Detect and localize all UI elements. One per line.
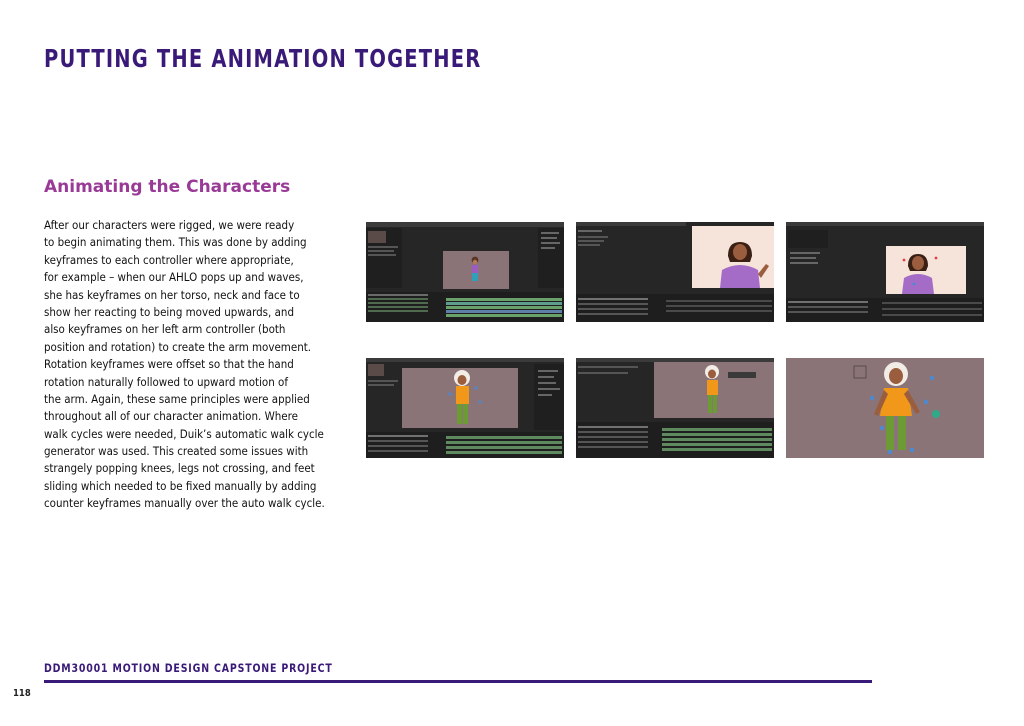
screenshot-walk-rig <box>366 358 564 458</box>
body-line: keyframes to each controller where appropriate, <box>44 252 294 267</box>
after-effects-ui-image <box>786 358 984 458</box>
after-effects-ui-image <box>366 222 564 322</box>
body-line: sliding which needed to be fixed manually by adding <box>44 478 317 493</box>
screenshot-walk-closeup <box>786 358 984 458</box>
page-number: 118 <box>13 688 31 699</box>
screenshot-ahlo-popup <box>786 222 984 322</box>
page-title: PUTTING THE ANIMATION TOGETHER <box>44 44 482 73</box>
body-line: the arm. Again, these same principles were applied <box>44 391 310 406</box>
body-line: counter keyframes manually over the auto walk cycle. <box>44 496 325 511</box>
body-line: throughout all of our character animation. Where <box>44 409 298 424</box>
body-line: walk cycles were needed, Duik’s automatic walk cycle <box>44 426 324 441</box>
body-line: position and rotation) to create the arm movement. <box>44 339 312 354</box>
screenshot-walk-timeline <box>576 358 774 458</box>
body-line: generator was used. This created some issues with <box>44 444 309 459</box>
after-effects-ui-image <box>576 358 774 458</box>
footer-project-title: DDM30001 MOTION DESIGN CAPSTONE PROJECT <box>44 661 333 675</box>
after-effects-ui-image <box>366 358 564 458</box>
body-paragraph <box>44 217 374 513</box>
body-line: she has keyframes on her torso, neck and face to <box>44 287 300 302</box>
screenshot-ahlo-composition <box>366 222 564 322</box>
body-line: show her reacting to being moved upwards, and <box>44 304 294 319</box>
body-line: After our characters were rigged, we were ready <box>44 218 295 232</box>
body-line: Rotation keyframes were offset so that the hand <box>44 357 294 372</box>
body-line: strangely popping knees, legs not crossing, and feet <box>44 461 315 476</box>
body-line: rotation naturally followed to upward motion of <box>44 374 288 389</box>
screenshot-ahlo-waving <box>576 222 774 322</box>
after-effects-ui-image <box>576 222 774 322</box>
footer-divider <box>44 680 872 683</box>
section-heading: Animating the Characters <box>44 177 291 197</box>
body-line: for example – when our AHLO pops up and waves, <box>44 270 304 285</box>
after-effects-ui-image <box>786 222 984 322</box>
body-line: to begin animating them. This was done by adding <box>44 235 307 250</box>
body-line: also keyframes on her left arm controller (both <box>44 322 286 337</box>
